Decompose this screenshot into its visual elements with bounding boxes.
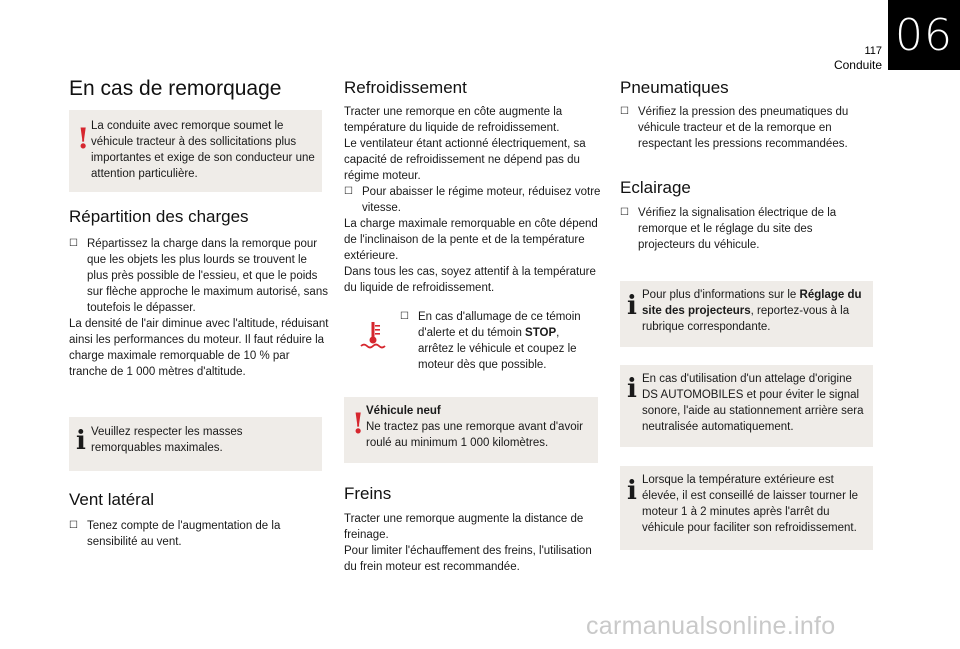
tyres-text <box>620 104 865 152</box>
warning-box-new-vehicle <box>344 397 598 463</box>
heading-tyres: Pneumatiques <box>620 78 729 97</box>
heading-brakes: Freins <box>344 484 392 503</box>
lamp-bullet <box>400 309 595 373</box>
lighting-text <box>620 205 845 253</box>
page-title: En cas de remorquage <box>69 77 282 100</box>
wind-text <box>69 518 309 550</box>
info-masses-text: Veuillez respecter les masses remorquables maximales. <box>91 426 243 454</box>
brakes-p1: Tracter une remorque augmente la distance de freinage. <box>344 513 584 541</box>
warning-text: La conduite avec remorque soumet le véhicule tracteur à des sollicitations plus importantes et exige de son conducteur une attention particulière. <box>91 120 315 180</box>
info-box-temperature <box>620 466 873 550</box>
check-box-bullet-icon: ☐ <box>69 520 78 531</box>
cooling-p2: Le ventilateur étant actionné électriquement, sa capacité de refroidissement ne dépend pas du régime moteur. <box>344 138 586 182</box>
cooling-p1: Tracter une remorque en côte augmente la température du liquide de refroidissement. <box>344 106 563 134</box>
wind-bullet-text: Tenez compte de l'augmentation de la sensibilité au vent. <box>87 520 281 548</box>
section-title: Conduite <box>833 58 882 72</box>
info-headlamps-before: Pour plus d'informations sur le <box>642 289 800 301</box>
info-icon: i <box>627 291 637 321</box>
info-icon: i <box>627 374 637 404</box>
warning-box-towing <box>69 110 322 192</box>
heading-lighting: Eclairage <box>620 178 691 197</box>
info-box-masses <box>69 417 322 471</box>
watermark: carmanualsonline.info <box>586 612 836 640</box>
new-vehicle-title: Véhicule neuf <box>366 405 441 417</box>
info-headlamps-text <box>642 287 870 335</box>
brakes-p2: Pour limiter l'échauffement des freins, l'utilisation du frein moteur est recommandée. <box>344 545 592 573</box>
info-headlamps-after: , reportez-vous à la rubrique correspondante. <box>642 305 850 333</box>
check-box-bullet-icon: ☐ <box>344 186 353 197</box>
chapter-number: 06 <box>888 0 960 70</box>
exclamation-icon: ! <box>352 407 365 440</box>
heading-load: Répartition des charges <box>69 207 249 226</box>
coolant-temperature-icon <box>358 320 388 350</box>
lamp-text <box>400 309 595 373</box>
heading-cooling: Refroidissement <box>344 78 467 97</box>
info-headlamps-bold: Réglage du site des projecteurs <box>642 289 862 317</box>
check-box-bullet-icon: ☐ <box>400 311 409 322</box>
lighting-bullet-text: Vérifiez la signalisation électrique de la remorque et le réglage du site des projecteurs du véhicule. <box>638 207 837 251</box>
wind-bullet <box>69 518 309 550</box>
lamp-text-stop: STOP <box>525 327 557 339</box>
load-bullet-text: Répartissez la charge dans la remorque pour que les objets les plus lourds se trouvent le plus près possible de l'essieu, et que le poids sur flèche approche le maximum autorisé, sans toutefois le dépasser. <box>87 238 328 314</box>
check-box-bullet-icon: ☐ <box>620 106 629 117</box>
info-icon: i <box>76 426 86 456</box>
cooling-p4: Dans tous les cas, soyez attentif à la température du liquide de refroidissement. <box>344 266 596 294</box>
cooling-bullet <box>344 184 602 216</box>
info-temperature-text: Lorsque la température extérieure est élevée, il est conseillé de laisser tourner le moteur 1 à 2 minutes après l'arrêt du véhicule pour faciliter son refroidissement. <box>642 474 859 534</box>
load-bullet <box>69 236 329 316</box>
new-vehicle-text <box>366 403 596 451</box>
info-icon: i <box>627 476 637 506</box>
check-box-bullet-icon: ☐ <box>69 238 78 249</box>
tyres-bullet-text: Vérifiez la pression des pneumatiques du véhicule tracteur et de la remorque en respectant les pressions recommandées. <box>638 106 849 150</box>
page-number: 117 <box>864 45 882 57</box>
heading-wind: Vent latéral <box>69 490 155 509</box>
lamp-text-before: En cas d'allumage de ce témoin d'alerte et du témoin <box>418 311 581 339</box>
load-paragraph: La densité de l'air diminue avec l'altitude, réduisant ainsi les performances du moteur. Il faut réduire la charge maximale remorquable de 10 % par tranche de 1 000 mètres d'altitude. <box>69 318 329 378</box>
load-text <box>69 236 329 380</box>
exclamation-icon: ! <box>77 122 90 155</box>
brakes-text <box>344 511 602 575</box>
info-box-headlamps <box>620 281 873 347</box>
lamp-text-after: , arrêtez le véhicule et coupez le moteur dès que possible. <box>418 327 577 371</box>
cooling-bullet-text: Pour abaisser le régime moteur, réduisez votre vitesse. <box>362 186 601 214</box>
info-box-towbar <box>620 365 873 447</box>
cooling-p3: La charge maximale remorquable en côte dépend de l'inclinaison de la pente et de la température extérieure. <box>344 218 598 262</box>
check-box-bullet-icon: ☐ <box>620 207 629 218</box>
lighting-bullet <box>620 205 845 253</box>
new-vehicle-body: Ne tractez pas une remorque avant d'avoir roulé au minimum 1 000 kilomètres. <box>366 421 583 449</box>
tyres-bullet <box>620 104 865 152</box>
cooling-text <box>344 104 602 296</box>
info-towbar-text: En cas d'utilisation d'un attelage d'origine DS AUTOMOBILES et pour éviter le signal sonore, l'aide au stationnement arrière sera neutralisée automatiquement. <box>642 373 864 433</box>
